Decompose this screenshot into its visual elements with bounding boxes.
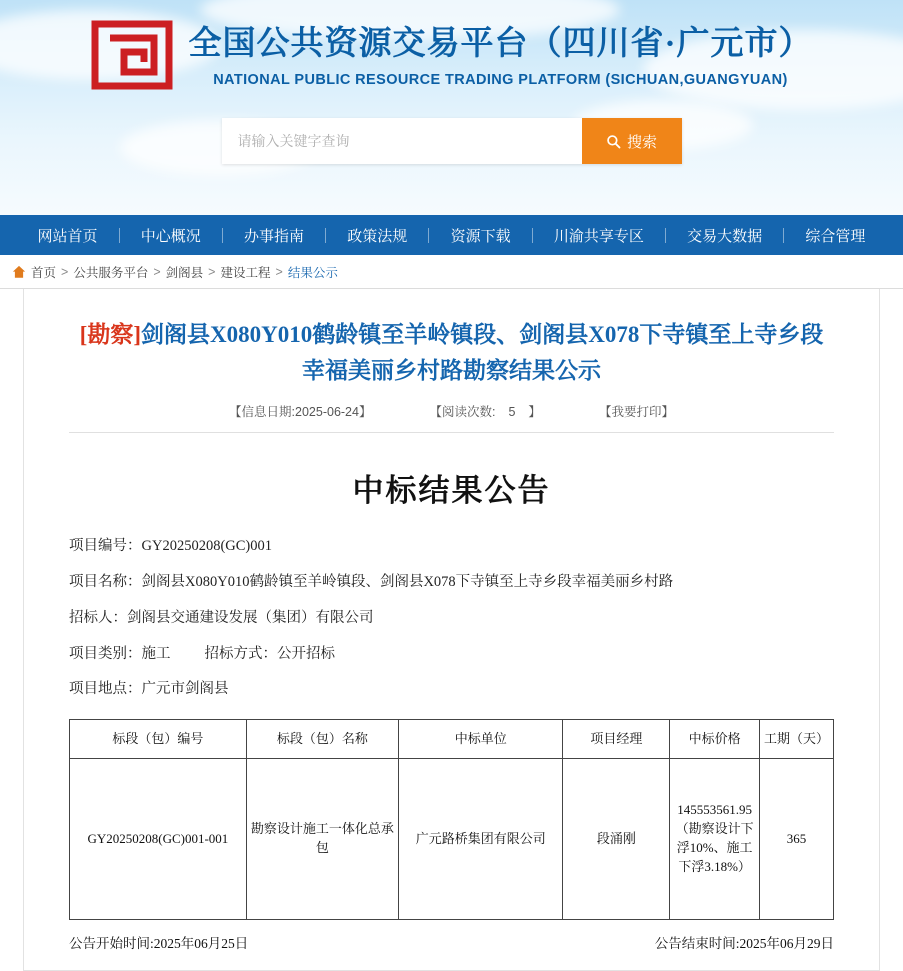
- breadcrumb-separator: >: [153, 264, 161, 279]
- result-table: [69, 719, 834, 920]
- document-body: [24, 536, 879, 701]
- nav-divider: [532, 228, 533, 243]
- table-header-winning-unit: 中标单位: [398, 720, 562, 759]
- view-count-number: 5: [508, 405, 516, 420]
- nav-divider: [783, 228, 784, 243]
- table-row: [70, 759, 834, 920]
- field-value: 剑阁县交通建设发展（集团）有限公司: [127, 609, 374, 626]
- announcement-start-time: 公告开始时间:2025年06月25日: [69, 936, 249, 952]
- article-card: [23, 289, 880, 971]
- site-logo-row: [0, 0, 903, 92]
- nav-item-downloads[interactable]: 资源下载: [450, 227, 511, 245]
- nav-item-guide[interactable]: 办事指南: [244, 227, 305, 245]
- breadcrumb-item-public-service[interactable]: 公共服务平台: [73, 265, 149, 280]
- site-banner: [0, 0, 903, 215]
- view-count-label: 【阅读次数:: [429, 405, 496, 420]
- table-header-winning-price: 中标价格: [670, 720, 760, 759]
- public-resource-trading-logo-icon: [90, 18, 174, 92]
- field-project-name: [69, 572, 834, 594]
- search-icon: [606, 134, 621, 149]
- cell-lot-number: GY20250208(GC)001-001: [70, 759, 247, 920]
- field-label: 项目编号：: [69, 538, 142, 555]
- home-icon: [12, 265, 26, 279]
- search-button[interactable]: [582, 118, 682, 164]
- cell-winning-unit: 广元路桥集团有限公司: [398, 759, 562, 920]
- field-label: 项目类别：: [69, 645, 142, 662]
- nav-divider: [428, 228, 429, 243]
- main-nav: [0, 215, 903, 255]
- nav-divider: [222, 228, 223, 243]
- nav-divider: [119, 228, 120, 243]
- nav-item-big-data[interactable]: 交易大数据: [687, 227, 763, 245]
- nav-divider: [325, 228, 326, 243]
- document-heading: 中标结果公告: [352, 473, 551, 509]
- field-label-bidding-method: 招标方式：: [204, 645, 277, 662]
- announcement-end-time: 公告结束时间:2025年06月29日: [654, 936, 834, 952]
- page-title-tag: [勘察]: [79, 322, 141, 347]
- search-button-label: 搜索: [626, 133, 657, 151]
- breadcrumb-item-construction[interactable]: 建设工程: [220, 265, 271, 280]
- breadcrumb-item-result-announcement[interactable]: 结果公示: [287, 265, 338, 280]
- cell-winning-price: 145553561.95（勘察设计下浮10%、施工下浮3.18%）: [670, 759, 760, 920]
- field-project-number: [69, 536, 834, 558]
- breadcrumb-separator: >: [61, 264, 69, 279]
- nav-item-comprehensive-management[interactable]: 综合管理: [805, 227, 866, 245]
- print-button[interactable]: 【我要打印】: [598, 405, 674, 420]
- breadcrumb: [0, 255, 903, 289]
- site-title-block: [188, 22, 812, 89]
- breadcrumb-item-home[interactable]: 首页: [31, 265, 57, 280]
- search-row: [0, 118, 903, 164]
- field-value: 广元市剑阁县: [141, 681, 229, 698]
- field-label: 项目地点：: [69, 681, 142, 698]
- view-count: [429, 402, 540, 420]
- field-value: 施工: [141, 645, 171, 662]
- table-header-duration: 工期（天）: [759, 720, 833, 759]
- site-title-en: NATIONAL PUBLIC RESOURCE TRADING PLATFORM (SICHUAN,GUANGYUAN): [213, 72, 788, 89]
- result-table-wrap: [24, 715, 879, 920]
- cell-lot-name: 勘察设计施工一体化总承包: [246, 759, 398, 920]
- cell-project-manager: 段涌刚: [563, 759, 670, 920]
- view-count-close: 】: [528, 405, 541, 420]
- cell-duration: 365: [759, 759, 833, 920]
- field-project-category: [69, 644, 834, 666]
- field-value-bidding-method: 公开招标: [277, 645, 335, 662]
- search-input[interactable]: [222, 118, 582, 164]
- breadcrumb-separator: >: [275, 264, 283, 279]
- nav-item-center-overview[interactable]: 中心概况: [140, 227, 201, 245]
- field-label: 项目名称：: [69, 574, 142, 591]
- nav-item-sichuan-chongqing-zone[interactable]: 川渝共享专区: [553, 227, 644, 245]
- page-title: [24, 289, 879, 402]
- nav-divider: [665, 228, 666, 243]
- field-value: GY20250208(GC)001: [141, 538, 272, 555]
- announcement-period: [24, 920, 879, 960]
- publish-date: 【信息日期:2025-06-24】: [229, 405, 372, 420]
- field-label: 招标人：: [69, 609, 127, 626]
- article-meta: [69, 402, 834, 433]
- search-box: [222, 118, 682, 164]
- nav-item-home[interactable]: 网站首页: [37, 227, 98, 245]
- breadcrumb-separator: >: [208, 264, 216, 279]
- field-project-location: [69, 679, 834, 701]
- page-title-text: 剑阁县X080Y010鹤龄镇至羊岭镇段、剑阁县X078下寺镇至上寺乡段幸福美丽乡村路勘察结果公示: [140, 322, 824, 383]
- nav-item-policy[interactable]: 政策法规: [347, 227, 408, 245]
- field-tenderer: [69, 608, 834, 630]
- field-value: 剑阁县X080Y010鹤龄镇至羊岭镇段、剑阁县X078下寺镇至上寺乡段幸福美丽乡村路: [141, 574, 674, 591]
- table-header-project-manager: 项目经理: [563, 720, 670, 759]
- table-header-lot-number: 标段（包）编号: [70, 720, 247, 759]
- table-header-lot-name: 标段（包）名称: [246, 720, 398, 759]
- breadcrumb-item-jiange-county[interactable]: 剑阁县: [165, 265, 204, 280]
- site-title-cn: 全国公共资源交易平台（四川省·广元市）: [188, 25, 813, 62]
- table-header-row: [70, 720, 834, 759]
